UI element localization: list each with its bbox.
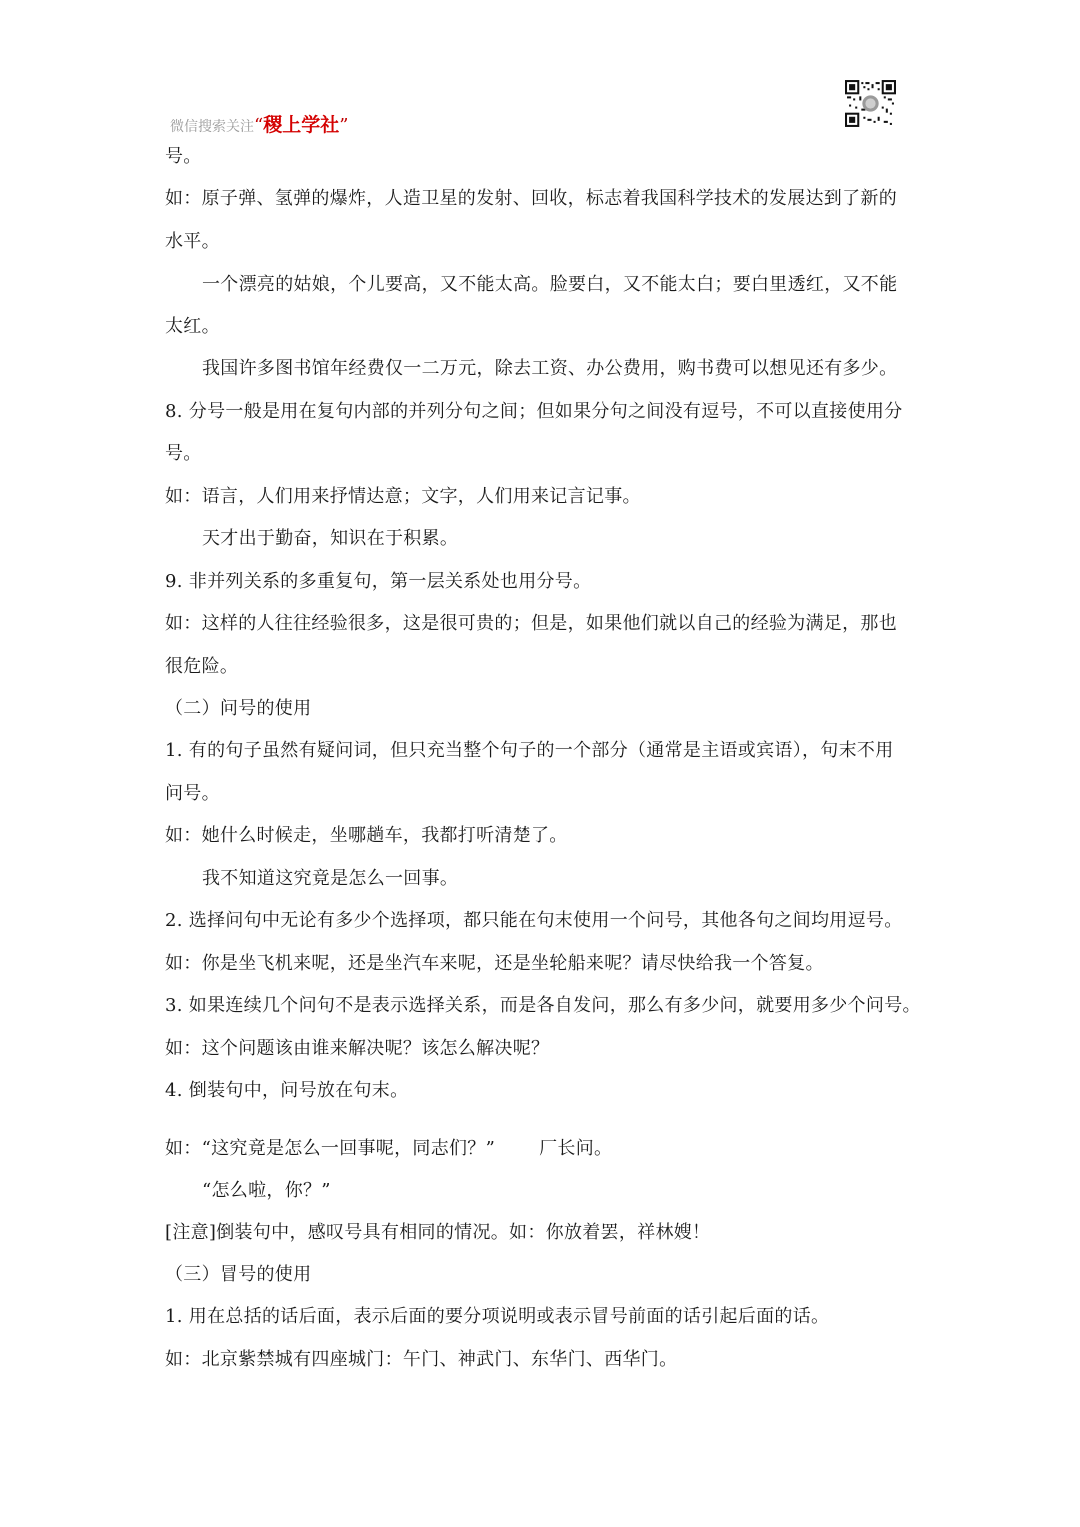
example-line: 一个漂亮的姑娘，个儿要高，又不能太高。脸要白，又不能太白；要白里透红，又不能 (202, 274, 898, 295)
brand-quote-close: ” (339, 115, 349, 136)
example-line: 如：北京紫禁城有四座城门：午门、神武门、东华门、西华门。 (165, 1349, 678, 1370)
example-quote: 如：“这究竟是怎么一回事呢，同志们？” (165, 1138, 496, 1159)
text-line: 号。 (165, 443, 202, 464)
note-line: [注意]倒装句中，感叹号具有相同的情况。如：你放着罢，祥林嫂！ (165, 1222, 711, 1243)
qr-code-icon (845, 80, 896, 127)
rule-item: 9. 非并列关系的多重复句，第一层关系处也用分号。 (165, 571, 592, 592)
example-line: “怎么啦，你？” (202, 1180, 331, 1201)
example-line: 如：语言，人们用来抒情达意；文字，人们用来记言记事。 (165, 486, 641, 507)
example-line: 如：这个问题该由谁来解决呢？该怎么解决呢？ (165, 1038, 550, 1059)
rule-item: 3. 如果连续几个问句不是表示选择关系，而是各自发问，那么有多少问，就要用多少个问号。 (165, 995, 921, 1016)
brand-name: 稷上学社 (263, 114, 340, 136)
section-heading: （三）冒号的使用 (165, 1264, 312, 1285)
rule-item: 1. 有的句子虽然有疑问词，但只充当整个句子的一个部分（通常是主语或宾语），句末不用 (165, 740, 894, 761)
example-line: 如：你是坐飞机来呢，还是坐汽车来呢，还是坐轮船来呢？请尽快给我一个答复。 (165, 953, 824, 974)
example-line (165, 1137, 612, 1161)
text-line: 号。 (165, 146, 202, 167)
rule-item: 2. 选择问句中无论有多少个选择项，都只能在句末使用一个问号，其他各句之间均用逗号。 (165, 910, 903, 931)
text-line: 太红。 (165, 316, 220, 337)
rule-item: 1. 用在总括的话后面，表示后面的要分项说明或表示冒号前面的话引起后面的话。 (165, 1306, 830, 1327)
watermark-prefix: 微信搜索关注 (170, 119, 254, 135)
example-line: 我国许多图书馆年经费仅一二万元，除去工资、办公费用，购书费可以想见还有多少。 (202, 358, 898, 379)
rule-item: 4. 倒装句中，问号放在句末。 (165, 1080, 409, 1101)
example-speaker: 厂长问。 (539, 1138, 613, 1159)
section-heading: （二）问号的使用 (165, 698, 312, 719)
brand-quote-open: “ (254, 115, 264, 136)
example-line: 我不知道这究竟是怎么一回事。 (202, 868, 459, 889)
text-line: 水平。 (165, 231, 220, 252)
example-line: 如：原子弹、氢弹的爆炸，人造卫星的发射、回收，标志着我国科学技术的发展达到了新的 (165, 188, 897, 209)
rule-item: 8. 分号一般是用在复句内部的并列分句之间；但如果分句之间没有逗号，不可以直接使用分 (165, 401, 903, 422)
example-line: 天才出于勤奋，知识在于积累。 (202, 528, 459, 549)
example-line: 如：她什么时候走，坐哪趟车，我都打听清楚了。 (165, 825, 568, 846)
text-line: 问号。 (165, 783, 220, 804)
example-line: 如：这样的人往往经验很多，这是很可贵的；但是，如果他们就以自己的经验为满足，那也 (165, 613, 897, 634)
text-line: 很危险。 (165, 656, 239, 677)
header-watermark (170, 110, 348, 137)
